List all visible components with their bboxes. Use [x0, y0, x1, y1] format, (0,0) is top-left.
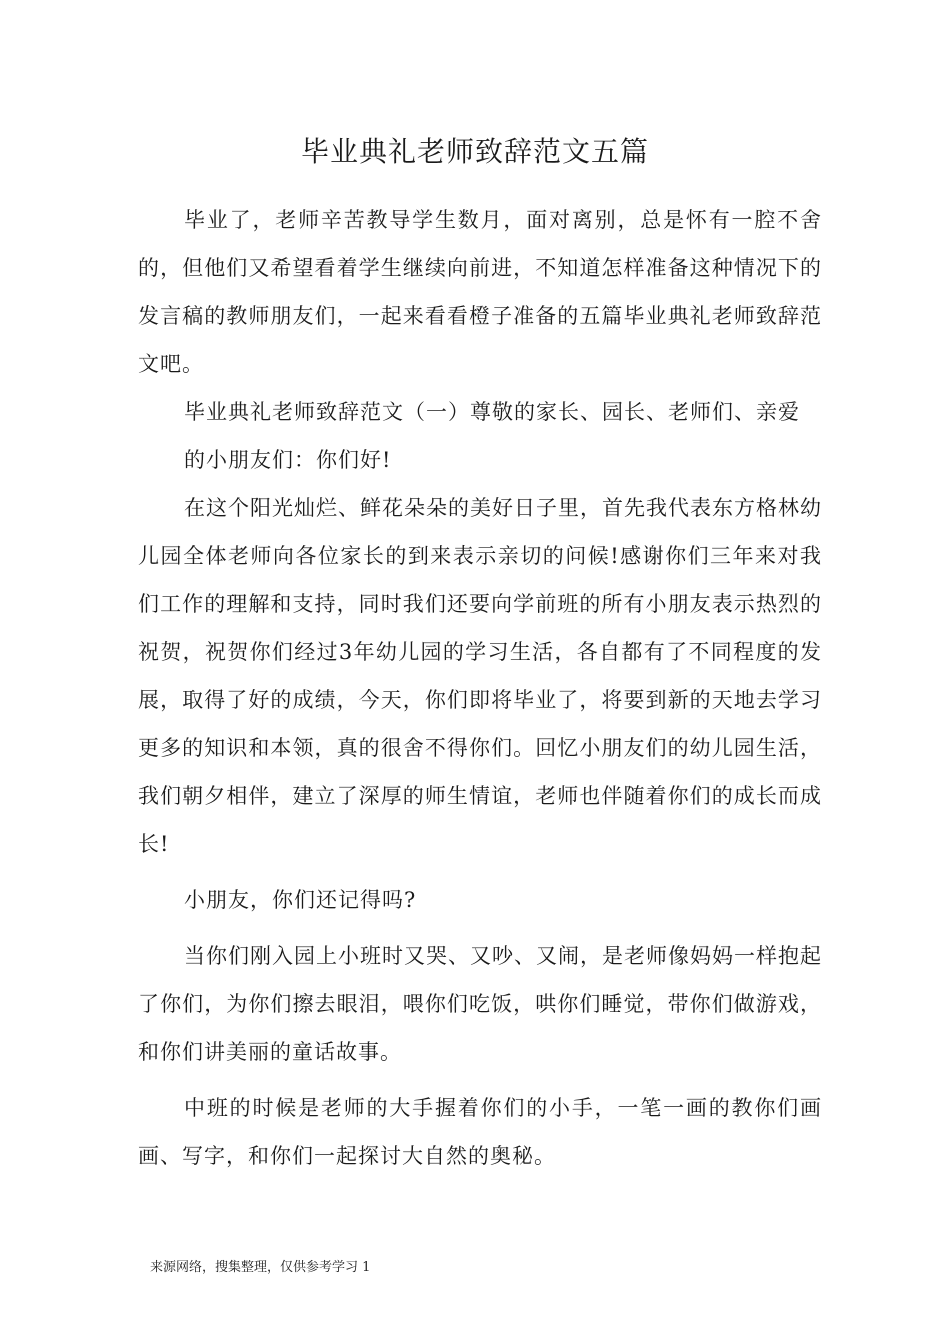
body-paragraph: 当你们刚入园上小班时又哭、又吵、又闹，是老师像妈妈一样抱起了你们，为你们擦去眼泪，喂你们吃饭，哄你们睡觉，带你们做游戏，和你们讲美丽的童话故事。 — [138, 944, 822, 1064]
page-title: 毕业典礼老师致辞范文五篇 — [300, 135, 649, 168]
body-paragraph: 在这个阳光灿烂、鲜花朵朵的美好日子里，首先我代表东方格林幼儿园全体老师向各位家长的到来表示亲切的问候!感谢你们三年来对我们工作的理解和支持，同时我们还要向学前班的所有小朋友表示热烈的祝贺，祝贺你们经过3年幼儿园的学习生活，各自都有了不同程度的发展，取得了好的成绩，今天，你们即将毕业了，将要到新的天地去学习更多的知识和本领，真的很舍不得你们。回忆小朋友们的幼儿园生活，我们朝夕相伴，建立了深厚的师生情谊，老师也伴随着你们的成长而成长! — [138, 496, 822, 856]
speech-heading-line: 毕业典礼老师致辞范文（一）尊敬的家长、园长、老师们、亲爱 — [184, 400, 800, 424]
body-paragraph: 小朋友，你们还记得吗? — [184, 888, 417, 912]
greeting-paragraph: 的小朋友们：你们好! — [184, 448, 392, 472]
body-paragraph: 中班的时候是老师的大手握着你们的小手，一笔一画的教你们画画、写字，和你们一起探讨大自然的奥秘。 — [138, 1096, 822, 1168]
document-body — [138, 196, 822, 1180]
page-footer: 来源网络，搜集整理，仅供参考学习 1 — [150, 1260, 371, 1275]
intro-paragraph: 毕业了，老师辛苦教导学生数月，面对离别，总是怀有一腔不舍的，但他们又希望看着学生继续向前进，不知道怎样准备这种情况下的发言稿的教师朋友们，一起来看看橙子准备的五篇毕业典礼老师致辞范文吧。 — [138, 208, 822, 376]
